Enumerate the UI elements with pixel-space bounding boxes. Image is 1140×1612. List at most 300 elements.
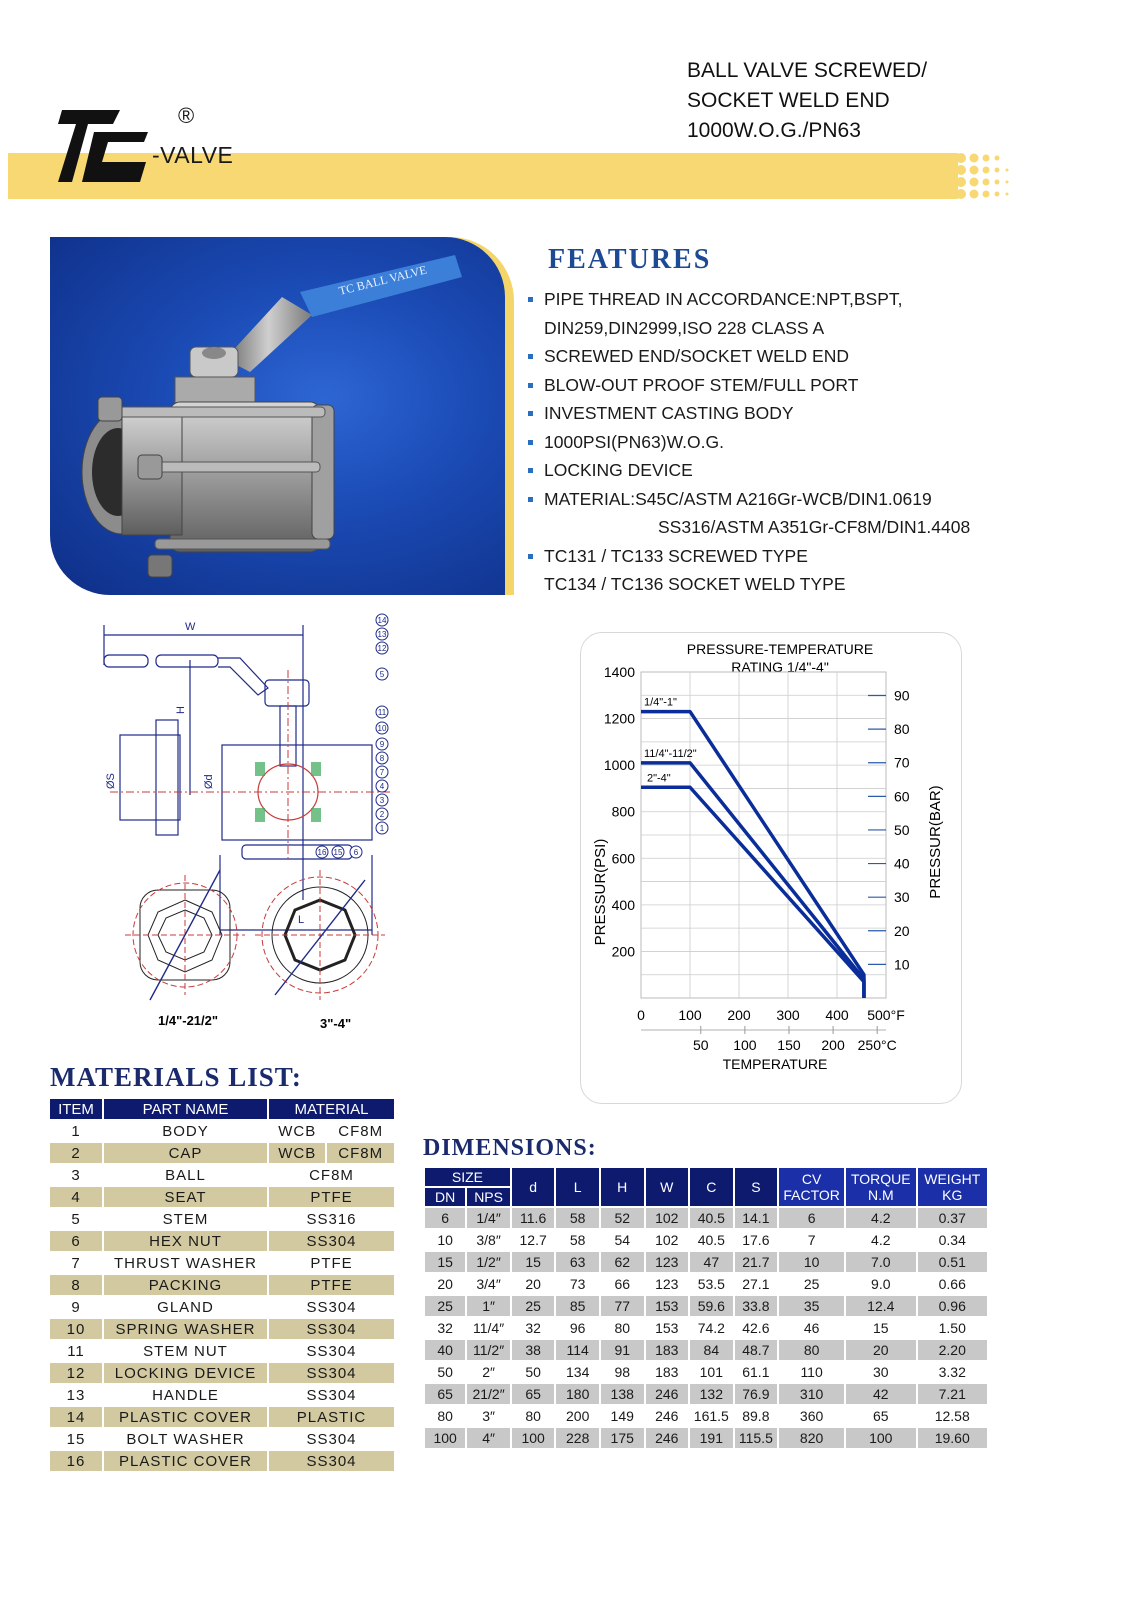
y-tick-label: 1400 (603, 664, 635, 680)
flange-label-large: 3"-4" (320, 1016, 352, 1031)
dim-label-s: ØS (105, 773, 117, 789)
item-number: 9 (71, 1298, 81, 1316)
bullet-icon (528, 468, 533, 473)
y2-tick-label: 60 (894, 788, 910, 805)
cell-w: 246 (646, 1384, 689, 1404)
material: CF8M (309, 1166, 354, 1184)
cell-torque: 15 (873, 1320, 889, 1336)
callout-number: 2 (379, 810, 385, 819)
cell-dn: 20 (437, 1276, 453, 1292)
part-name: BODY (162, 1122, 209, 1140)
cell-cv-factor: 110 (800, 1364, 823, 1380)
registered-mark: ® (178, 103, 195, 128)
callout-number: 5 (379, 670, 385, 679)
callout-number: 4 (379, 782, 385, 791)
cell-l: 134 (566, 1364, 590, 1380)
part-name: PLASTIC COVER (104, 1407, 267, 1427)
cell-l: 58 (569, 1232, 586, 1248)
feature-item-continuation: DIN259,DIN2999,ISO 228 CLASS A (544, 317, 825, 338)
col-torque: TORQUE N.M (846, 1168, 915, 1206)
product-photo (50, 237, 505, 595)
cell-d: 100 (512, 1428, 555, 1448)
callout-number: 12 (377, 644, 387, 653)
cell-weight: 7.21 (918, 1384, 988, 1404)
feature-item: SCREWED END/SOCKET WELD END (528, 342, 1008, 371)
dim-label-l: L (298, 914, 305, 926)
cell-dn: 65 (425, 1384, 465, 1404)
col-l: L (556, 1168, 599, 1206)
features-list (528, 285, 1008, 599)
cell-c: 101 (699, 1364, 723, 1380)
cell-h: 52 (601, 1208, 644, 1228)
material-wcb: WCB (269, 1143, 325, 1163)
cell-h: 91 (601, 1340, 644, 1360)
part-name: PLASTIC COVER (104, 1451, 267, 1471)
cell-c: 74.2 (697, 1320, 725, 1336)
cell-c: 59.6 (690, 1296, 733, 1316)
y2-tick-label: 20 (894, 922, 910, 939)
item-number: 7 (71, 1254, 81, 1272)
cell-weight: 12.58 (934, 1408, 970, 1424)
cell-w: 153 (655, 1320, 679, 1336)
col-c: C (690, 1168, 733, 1206)
cell-c: 47 (690, 1252, 733, 1272)
x-tick-label: 100 (678, 1007, 702, 1023)
dimensions-row (425, 1384, 987, 1404)
y-tick-label: 1000 (603, 757, 635, 774)
callout-number: 14 (377, 616, 387, 625)
series-label: 11/4"-11/2" (644, 747, 697, 760)
cell-nps: 2″ (482, 1364, 495, 1380)
x-tick-label: 200 (727, 1007, 751, 1023)
cell-w: 246 (646, 1428, 689, 1448)
materials-heading: MATERIALS LIST: (50, 1062, 302, 1092)
callout-number: 16 (317, 848, 327, 857)
cell-torque: 12.4 (846, 1296, 915, 1316)
x-tick-label: 500°F (867, 1007, 905, 1023)
cell-dn: 25 (425, 1296, 465, 1316)
cell-dn: 6 (425, 1208, 465, 1228)
dimensions-row (425, 1274, 987, 1294)
cell-w: 123 (646, 1252, 689, 1272)
cell-nps: 1/2″ (467, 1252, 510, 1272)
x-tick-label: 400 (825, 1007, 849, 1023)
materials-row (50, 1275, 394, 1295)
part-name: HANDLE (152, 1386, 219, 1404)
part-name: STEM NUT (143, 1342, 228, 1360)
cell-torque: 42 (846, 1384, 915, 1404)
part-name: GLAND (157, 1298, 214, 1316)
y-tick-label: 800 (611, 803, 635, 820)
cell-weight: 0.66 (938, 1276, 966, 1292)
cell-weight: 0.96 (918, 1296, 988, 1316)
cell-s: 17.6 (742, 1232, 770, 1248)
cell-weight: 0.37 (918, 1208, 988, 1228)
feature-item: PIPE THREAD IN ACCORDANCE:NPT,BSPT, (528, 285, 1008, 314)
decorative-dots (955, 152, 1025, 200)
material: SS304 (269, 1319, 394, 1339)
col-w: W (646, 1168, 689, 1206)
part-name: SPRING WASHER (104, 1319, 267, 1339)
callout-number: 8 (379, 754, 385, 763)
x-tick-label: 300 (776, 1007, 800, 1023)
series-label: 2"-4" (647, 772, 671, 785)
cell-nps: 3/8″ (476, 1232, 501, 1248)
cell-torque: 7.0 (846, 1252, 915, 1272)
dimensions-heading: DIMENSIONS: (423, 1135, 597, 1161)
dimensions-header-row (425, 1168, 987, 1186)
y-tick-label: 200 (611, 943, 635, 960)
cell-torque: 9.0 (871, 1276, 891, 1292)
cell-s: 115.5 (735, 1428, 778, 1448)
item-number: 13 (66, 1386, 86, 1404)
cell-d: 38 (512, 1340, 555, 1360)
cell-weight: 0.34 (938, 1232, 966, 1248)
col-part-name: PART NAME (104, 1099, 267, 1119)
cell-l: 180 (556, 1384, 599, 1404)
cell-c: 84 (690, 1340, 733, 1360)
cell-d: 15 (512, 1252, 555, 1272)
cell-d: 11.6 (512, 1208, 555, 1228)
dimensions-row (425, 1230, 987, 1250)
cell-w: 246 (655, 1408, 679, 1424)
cell-w: 183 (646, 1340, 689, 1360)
dimensions-row (425, 1362, 987, 1382)
cell-weight: 2.20 (918, 1340, 988, 1360)
cell-h: 138 (601, 1384, 644, 1404)
bullet-icon (528, 497, 533, 502)
cell-d: 12.7 (519, 1232, 547, 1248)
dimensions-row (425, 1318, 987, 1338)
item-number: 10 (50, 1319, 102, 1339)
materials-table (48, 1097, 396, 1473)
cell-cv-factor: 35 (779, 1296, 844, 1316)
cell-dn: 50 (437, 1364, 453, 1380)
cell-h: 175 (601, 1428, 644, 1448)
cell-weight: 19.60 (918, 1428, 988, 1448)
cell-nps: 21/2″ (467, 1384, 510, 1404)
cell-cv-factor: 820 (779, 1428, 844, 1448)
item-number: 5 (71, 1210, 81, 1228)
celsius-tick-label: 200 (821, 1037, 845, 1053)
cell-s: 14.1 (735, 1208, 778, 1228)
series-line (641, 763, 864, 998)
cell-weight: 0.51 (918, 1252, 988, 1272)
part-name: PACKING (104, 1275, 267, 1295)
col-weight: WEIGHT KG (918, 1168, 988, 1206)
item-number: 11 (67, 1342, 85, 1360)
col-nps: NPS (467, 1188, 510, 1206)
col-material: MATERIAL (269, 1099, 394, 1119)
materials-row (50, 1407, 394, 1427)
title-line: 1000W.O.G./PN63 (687, 119, 861, 142)
dimensions-row (425, 1340, 987, 1360)
cell-h: 77 (601, 1296, 644, 1316)
cell-s: 33.8 (735, 1296, 778, 1316)
materials-row (50, 1451, 394, 1471)
cell-l: 58 (556, 1208, 599, 1228)
material: PTFE (269, 1187, 394, 1207)
technical-drawing (90, 600, 420, 1040)
y2-tick-label: 50 (894, 821, 910, 838)
cell-d: 25 (512, 1296, 555, 1316)
materials-row (50, 1121, 394, 1141)
feature-item-continuation: SS316/ASTM A351Gr-CF8M/DIN1.4408 (658, 517, 971, 537)
material: SS304 (269, 1451, 394, 1471)
celsius-tick-label: 150 (777, 1037, 801, 1053)
materials-row (50, 1341, 394, 1361)
materials-row (50, 1209, 394, 1229)
celsius-tick-label: 100 (733, 1037, 757, 1053)
cell-cv-factor: 6 (779, 1208, 844, 1228)
title-line: BALL VALVE SCREWED/ (687, 59, 928, 82)
y2-axis-label: PRESSUR(BAR) (927, 785, 944, 899)
title-line: SOCKET WELD END (687, 89, 890, 112)
cell-nps: 1/4″ (467, 1208, 510, 1228)
materials-row (50, 1363, 394, 1383)
cell-c: 40.5 (690, 1208, 733, 1228)
cell-h: 62 (601, 1252, 644, 1272)
cell-h: 66 (614, 1276, 631, 1292)
cell-torque: 4.2 (871, 1232, 891, 1248)
cell-nps: 11/4″ (473, 1320, 505, 1336)
brand-logo-icon (58, 110, 148, 182)
cell-c: 53.5 (697, 1276, 725, 1292)
cell-d: 65 (512, 1384, 555, 1404)
col-d: d (512, 1168, 555, 1206)
part-name: STEM (162, 1210, 209, 1228)
cell-nps: 3/4″ (476, 1276, 501, 1292)
dimensions-row (425, 1252, 987, 1272)
cell-s: 27.1 (742, 1276, 770, 1292)
cell-dn: 10 (437, 1232, 453, 1248)
feature-item: 1000PSI(PN63)W.O.G. (528, 428, 1008, 457)
cell-d: 20 (525, 1276, 541, 1292)
material: SS304 (306, 1342, 357, 1360)
item-number: 4 (50, 1187, 102, 1207)
bullet-icon (528, 354, 533, 359)
cell-c: 161.5 (693, 1408, 729, 1424)
dimensions-row (425, 1428, 987, 1448)
y-tick-label: 600 (611, 850, 635, 867)
cell-c: 40.5 (697, 1232, 725, 1248)
cell-torque: 20 (846, 1340, 915, 1360)
feature-item: TC131 / TC133 SCREWED TYPE (528, 542, 1008, 571)
materials-row (50, 1143, 394, 1163)
material: PLASTIC (269, 1407, 394, 1427)
cell-w: 183 (655, 1364, 679, 1380)
y2-tick-label: 80 (894, 721, 910, 738)
cell-d: 32 (525, 1320, 541, 1336)
cell-c: 132 (690, 1384, 733, 1404)
cell-dn: 32 (437, 1320, 453, 1336)
col-dn: DN (425, 1188, 465, 1206)
chart-title-line-1: PRESSURE-TEMPERATURE (686, 641, 874, 657)
materials-row (50, 1187, 394, 1207)
header-band (8, 153, 958, 199)
callout-number: 7 (379, 768, 385, 777)
dim-label-w: W (185, 621, 196, 633)
material-cf8m: CF8M (338, 1122, 384, 1140)
material-cf8m: CF8M (327, 1143, 394, 1163)
celsius-tick-label: 50 (692, 1037, 709, 1053)
material: SS304 (306, 1430, 357, 1448)
y2-tick-label: 90 (894, 687, 910, 704)
callout-number: 15 (333, 848, 343, 857)
material-wcb: WCB (278, 1122, 317, 1140)
dim-label-h: H (175, 706, 187, 714)
cell-s: 48.7 (735, 1340, 778, 1360)
cell-nps: 4″ (467, 1428, 510, 1448)
cell-cv-factor: 10 (779, 1252, 844, 1272)
product-title (687, 56, 927, 146)
cell-l: 85 (556, 1296, 599, 1316)
bullet-icon (528, 297, 533, 302)
material: SS304 (306, 1298, 357, 1316)
item-number: 8 (50, 1275, 102, 1295)
materials-row (50, 1231, 394, 1251)
col-cv-factor: CV FACTOR (779, 1168, 844, 1206)
bullet-icon (528, 411, 533, 416)
part-name: BOLT WASHER (126, 1430, 245, 1448)
materials-row (50, 1319, 394, 1339)
feature-item-continuation: TC134 / TC136 SOCKET WELD TYPE (544, 574, 846, 594)
item-number: 1 (71, 1122, 81, 1140)
dimensions-row (425, 1296, 987, 1316)
feature-item: BLOW-OUT PROOF STEM/FULL PORT (528, 371, 1008, 400)
brand-name: -VALVE (152, 142, 234, 168)
part-name: HEX NUT (104, 1231, 267, 1251)
cell-torque: 4.2 (846, 1208, 915, 1228)
item-number: 2 (50, 1143, 102, 1163)
feature-item: MATERIAL:S45C/ASTM A216Gr-WCB/DIN1.0619 (528, 485, 1008, 514)
part-name: BALL (165, 1166, 206, 1184)
col-item: ITEM (50, 1099, 102, 1119)
features-heading: FEATURES (548, 244, 712, 275)
materials-row (50, 1385, 394, 1405)
chart-title-line-2: RATING 1/4"-4" (731, 659, 829, 675)
material: PTFE (310, 1254, 353, 1272)
item-number: 14 (50, 1407, 102, 1427)
series-line (641, 787, 864, 998)
celsius-tick-label: 250°C (857, 1037, 897, 1053)
cell-nps: 3″ (482, 1408, 495, 1424)
cell-d: 50 (525, 1364, 541, 1380)
callout-number: 10 (377, 724, 387, 733)
cell-h: 98 (614, 1364, 631, 1380)
cell-w: 123 (655, 1276, 679, 1292)
cell-l: 228 (556, 1428, 599, 1448)
pressure-temperature-chart (580, 632, 960, 1102)
cell-torque: 30 (873, 1364, 889, 1380)
cell-dn: 40 (425, 1340, 465, 1360)
part-name: LOCKING DEVICE (104, 1363, 267, 1383)
feature-item: INVESTMENT CASTING BODY (528, 399, 1008, 428)
part-name: CAP (104, 1143, 267, 1163)
callout-number: 9 (379, 740, 385, 749)
cell-w: 102 (646, 1208, 689, 1228)
item-number: 6 (50, 1231, 102, 1251)
cell-l: 96 (569, 1320, 586, 1336)
y-tick-label: 1200 (603, 710, 635, 727)
item-number: 15 (66, 1430, 86, 1448)
cell-weight: 3.32 (938, 1364, 966, 1380)
cell-c: 191 (690, 1428, 733, 1448)
x-axis-label: TEMPERATURE (722, 1056, 828, 1072)
col-size: SIZE (425, 1168, 510, 1186)
handle-text: TC BALL VALVE (337, 262, 429, 298)
y2-tick-label: 30 (894, 889, 910, 906)
materials-row (50, 1253, 394, 1273)
cell-cv-factor: 7 (807, 1232, 816, 1248)
ball-valve-illustration (50, 237, 505, 595)
y-axis-label: PRESSUR(PSI) (592, 838, 609, 946)
material: PTFE (269, 1275, 394, 1295)
material: SS316 (306, 1210, 357, 1228)
cell-torque: 100 (846, 1428, 915, 1448)
cell-nps: 1″ (467, 1296, 510, 1316)
cell-l: 63 (556, 1252, 599, 1272)
y2-tick-label: 70 (894, 754, 910, 771)
bullet-icon (528, 440, 533, 445)
cell-w: 102 (655, 1232, 679, 1248)
cell-s: 89.8 (742, 1408, 770, 1424)
cell-l: 114 (556, 1340, 599, 1360)
col-h: H (601, 1168, 644, 1206)
cell-dn: 15 (425, 1252, 465, 1272)
bullet-icon (528, 554, 533, 559)
cell-s: 61.1 (742, 1364, 770, 1380)
material: SS304 (269, 1363, 394, 1383)
cell-cv-factor: 360 (799, 1408, 824, 1424)
material: SS304 (269, 1231, 394, 1251)
cell-cv-factor: 46 (803, 1320, 820, 1336)
materials-header-row (50, 1099, 394, 1119)
dimensions-table (423, 1166, 989, 1450)
callout-number: 3 (379, 796, 385, 805)
dimensions-row (425, 1208, 987, 1228)
cell-d: 80 (525, 1408, 541, 1424)
item-number: 3 (71, 1166, 81, 1184)
flange-label-small: 1/4"-21/2" (158, 1013, 219, 1028)
callout-number: 13 (377, 630, 387, 639)
materials-row (50, 1429, 394, 1449)
item-number: 16 (50, 1451, 102, 1471)
cell-s: 76.9 (735, 1384, 778, 1404)
cell-h: 80 (614, 1320, 631, 1336)
y2-tick-label: 40 (894, 855, 910, 872)
cell-torque: 65 (873, 1408, 889, 1424)
cell-l: 73 (569, 1276, 586, 1292)
materials-row (50, 1297, 394, 1317)
cell-dn: 80 (437, 1408, 453, 1424)
cell-weight: 1.50 (938, 1320, 966, 1336)
cell-w: 153 (646, 1296, 689, 1316)
item-number: 12 (50, 1363, 102, 1383)
cell-s: 21.7 (735, 1252, 778, 1272)
callout-number: 6 (353, 848, 359, 857)
part-name: THRUST WASHER (113, 1254, 257, 1272)
bullet-icon (528, 383, 533, 388)
feature-item: LOCKING DEVICE (528, 456, 1008, 485)
cell-cv-factor: 80 (779, 1340, 844, 1360)
cell-h: 54 (614, 1232, 631, 1248)
cell-s: 42.6 (742, 1320, 770, 1336)
dim-label-d: Ød (203, 774, 215, 789)
cell-dn: 100 (425, 1428, 465, 1448)
series-label: 1/4"-1" (644, 696, 677, 709)
materials-row (50, 1165, 394, 1185)
